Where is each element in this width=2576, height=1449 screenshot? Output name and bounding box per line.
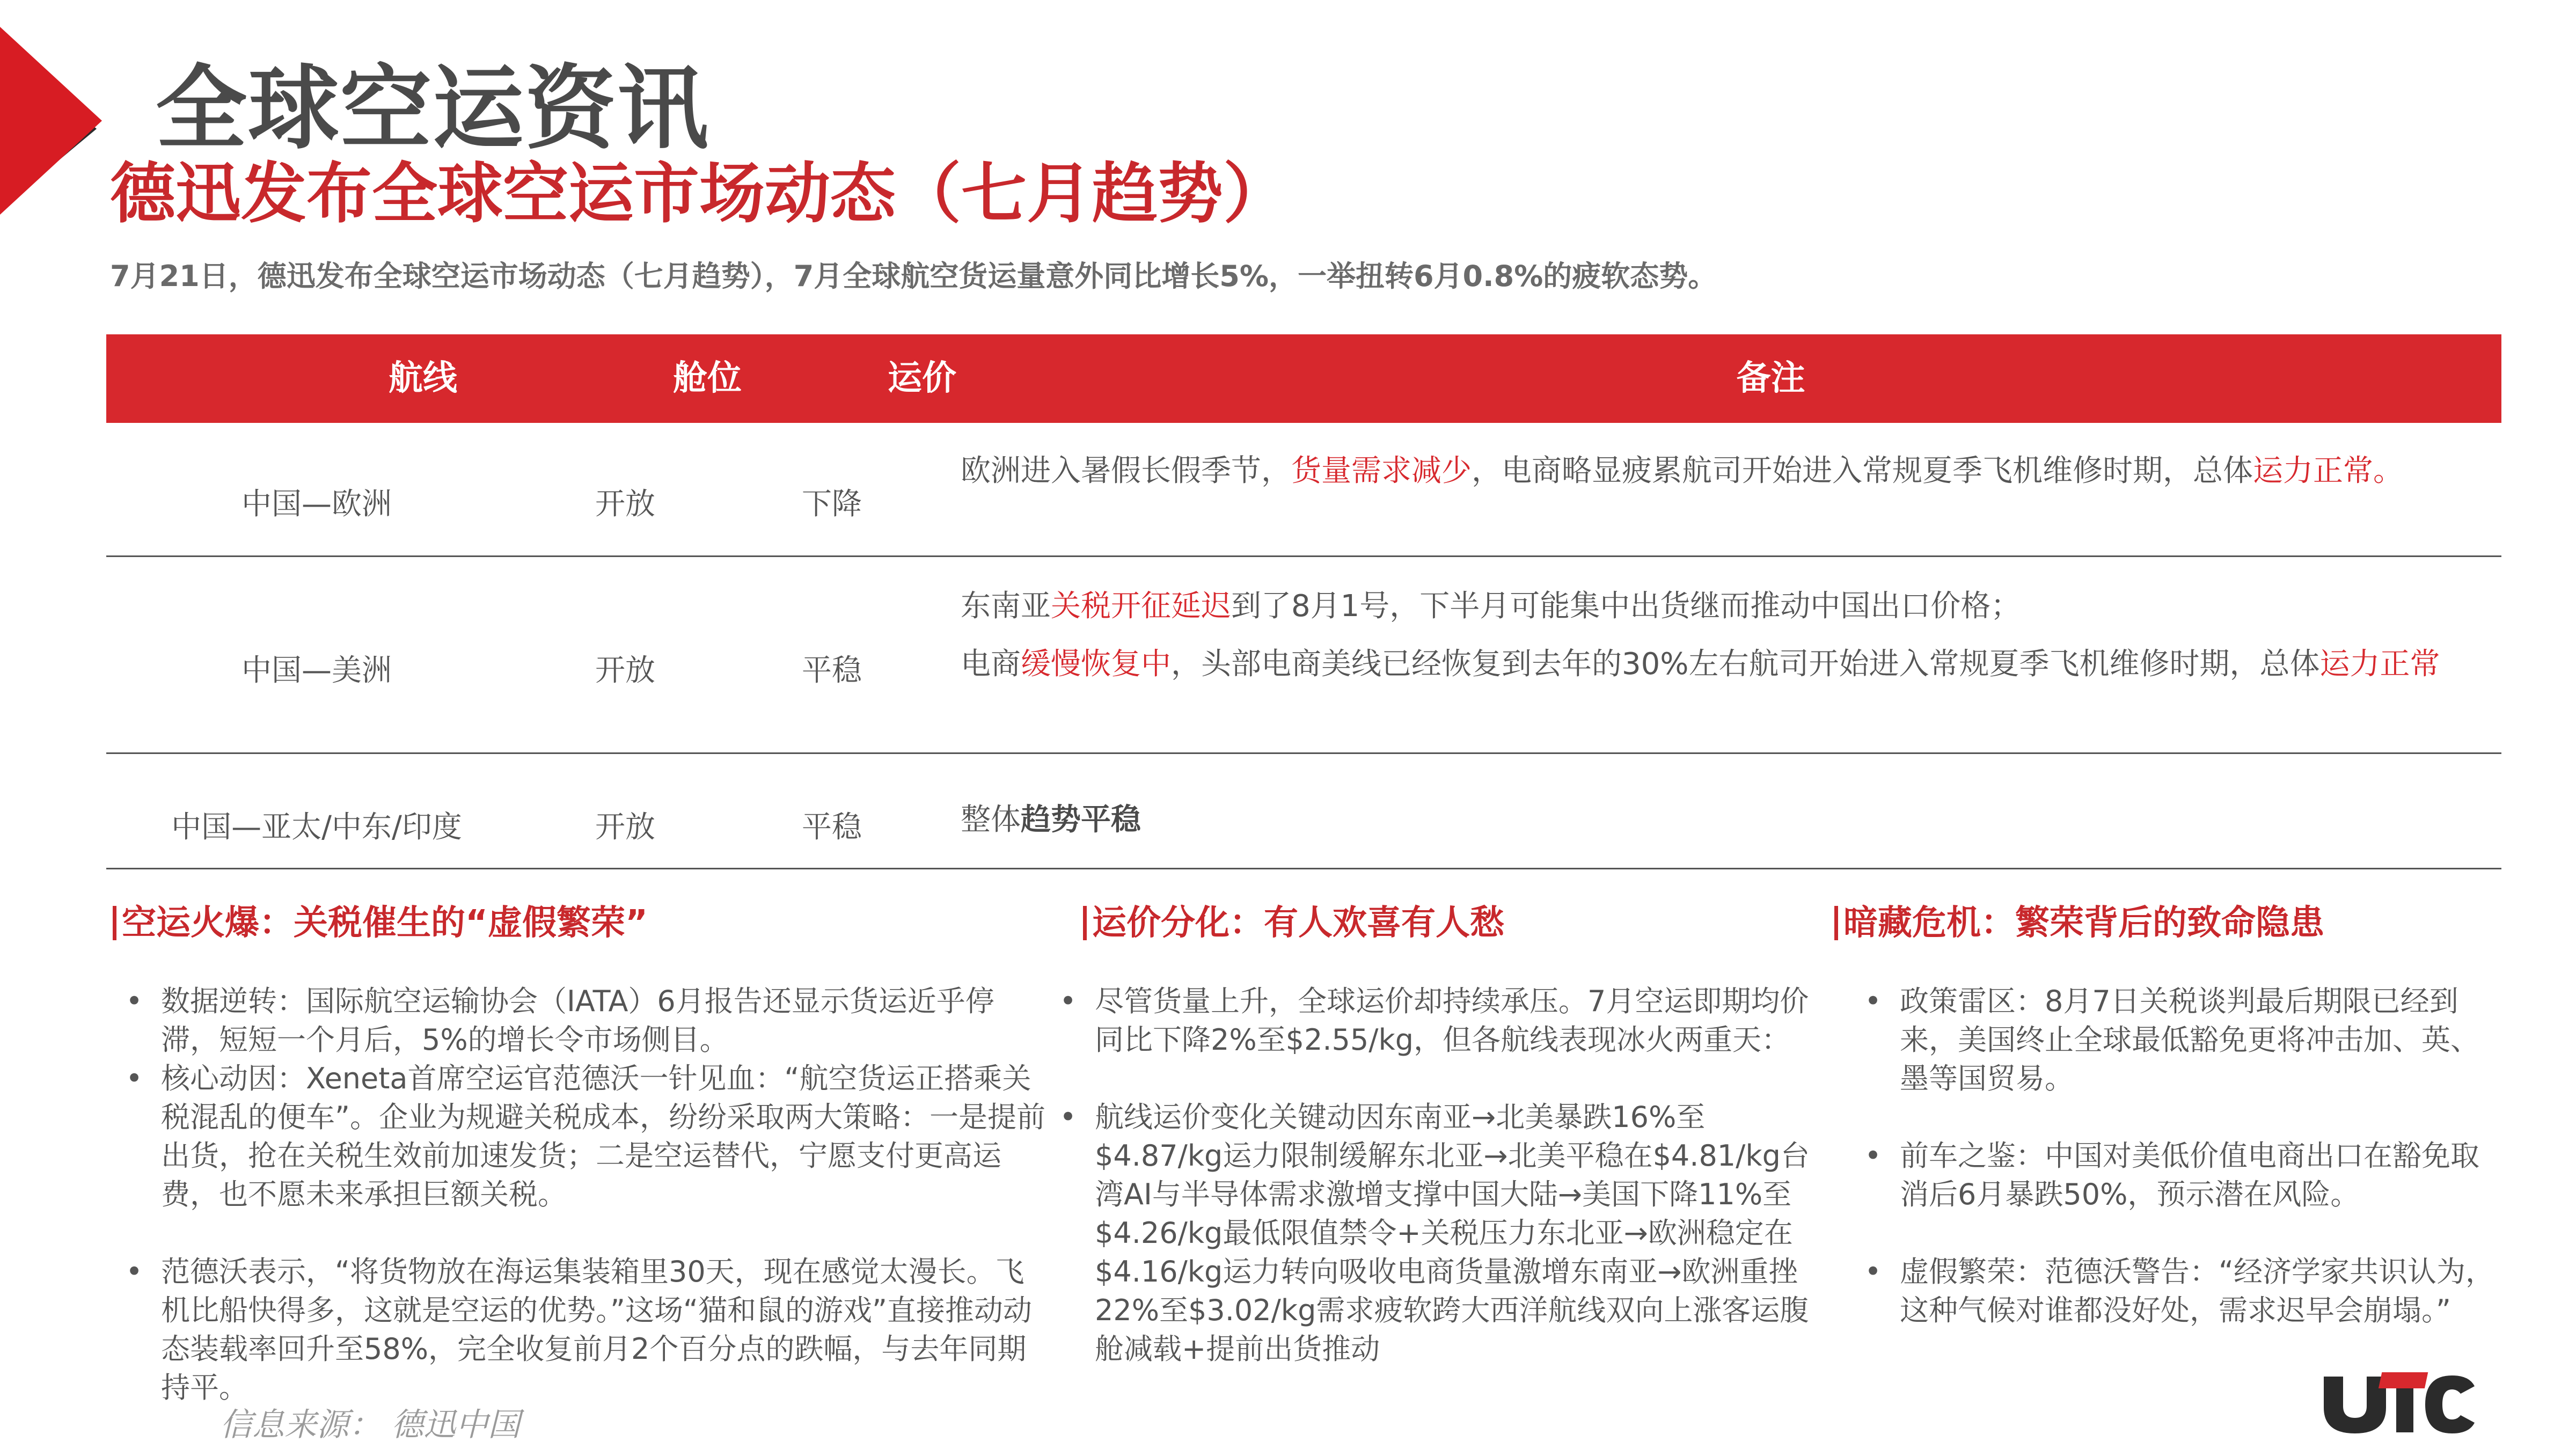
table-row-3-remark — [961, 791, 2474, 849]
table-header — [106, 334, 2501, 423]
table-row-1-space: 开放 — [595, 487, 655, 522]
remark-highlight: 运力正常 — [2319, 647, 2440, 682]
utc-logo — [2321, 1360, 2477, 1436]
corner-decoration-red — [0, 27, 102, 215]
remark-text: 东南亚 — [961, 589, 1051, 624]
list-item: • 尽管货量上升，全球运价却持续承压。7月空运即期均价同比下降2%至$2.55/kg，但各航线表现冰火两重天： — [1059, 984, 1809, 1057]
list-item: • 航线运价变化关键动因东南亚→北美暴跌16%至$4.87/kg运力限制缓解东北亚→北美平稳在$4.81/kg台湾AI与半导体需求激增支撑中国大陆→美国下降11%至$4.26/kg最低限值禁令+关税压力东北亚→欧洲稳定在$4.16/kg运力转向吸收电商货量激增东南亚→欧洲重挫22%至$3.02/kg需求疲软跨大西洋航线双向上涨客运腹舱减载+提前出货推动 — [1059, 1100, 1810, 1366]
list-item: • 政策雷区：8月7日关税谈判最后期限已经到来，美国终止全球最低豁免更将冲击加、英、墨等国贸易。 — [1864, 984, 2479, 1095]
remark-line — [961, 577, 2474, 635]
table-row-2-remark — [961, 577, 2474, 693]
list-item: • 虚假繁荣：范德沃警告：“经济学家共识认为，这种气候对谁都没好处，需求迟早会崩塌。” — [1864, 1255, 2494, 1327]
column-2-bullets — [1057, 982, 1830, 1368]
table-row-3-route: 中国—亚太/中东/印度 — [171, 810, 462, 845]
row-divider — [106, 555, 2501, 557]
header-route: 航线 — [389, 358, 457, 398]
table-row-3-space: 开放 — [595, 810, 655, 845]
remark-text: 到了8月1号，下半月可能集中出货继而推动中国出口价格； — [1231, 589, 2021, 624]
intro-text: 7月21日，德迅发布全球空运市场动态（七月趋势），7月全球航空货运量意外同比增长5%，一举扭转6月0.8%的疲软态势。 — [110, 259, 1717, 293]
source-note: 信息来源： 德迅中国 — [220, 1406, 521, 1444]
table-row-3-rate: 平稳 — [802, 810, 862, 845]
list-item: • 范德沃表示，“将货物放在海运集装箱里30天，现在感觉太漫长。飞机比船快得多，这就是空运的优势。”这场“猫和鼠的游戏”直接推动动态装载率回升至58%，完全收复前月2个百分点的跌幅，与去年同期持平。 — [126, 1255, 1032, 1404]
page-title: 全球空运资讯 — [156, 56, 710, 162]
remark-text: 欧洲进入暑假长假季节， — [961, 453, 1291, 488]
remark-highlight: 运力正常 — [2253, 453, 2373, 488]
column-1-title: 空运火爆：关税催生的“虚假繁荣” — [113, 906, 648, 940]
column-2-title: 运价分化：有人欢喜有人愁 — [1083, 906, 1504, 940]
table-row-1-rate: 下降 — [802, 487, 862, 522]
table-row-1-route: 中国—欧洲 — [241, 487, 392, 522]
header-remark: 备注 — [1736, 358, 1805, 398]
header-rate: 运价 — [888, 358, 956, 398]
remark-text: ，头部电商美线已经恢复到去年的30%左右航司开始进入常规夏季飞机维修时期，总体 — [1171, 647, 2320, 682]
remark-line — [961, 635, 2474, 693]
remark-text: 整体 — [961, 802, 1021, 837]
row-divider — [106, 868, 2501, 869]
remark-strong: 趋势平稳 — [1021, 802, 1141, 837]
column-3-bullets — [1862, 982, 2501, 1330]
column-3-title: 暗藏危机：繁荣背后的致命隐患 — [1834, 906, 2324, 940]
remark-highlight: 货量需求减少 — [1291, 453, 1472, 488]
table-row-1-remark — [961, 442, 2474, 500]
remark-text: ，电商略显疲累航司开始进入常规夏季飞机维修时期，总体 — [1472, 453, 2253, 488]
list-item: • 数据逆转：国际航空运输协会（IATA）6月报告还显示货运近乎停滞，短短一个月后，5%的增长令市场侧目。 — [126, 984, 994, 1057]
header-space: 舱位 — [673, 358, 742, 398]
headline: 德迅发布全球空运市场动态（七月趋势） — [110, 156, 1289, 232]
list-item: • 核心动因：Xeneta首席空运官范德沃一针见血：“航空货运正搭乘关税混乱的便车”。企业为规避关税成本，纷纷采取两大策略：一是提前出货，抢在关税生效前加速发货；二是空运替代，宁愿支付更高运费，也不愿未来承担巨额关税。 — [126, 1062, 1045, 1211]
row-divider — [106, 752, 2501, 754]
remark-highlight: 缓慢恢复中 — [1021, 647, 1171, 682]
table-row-2-rate: 平稳 — [802, 653, 862, 688]
remark-text: 电商 — [961, 647, 1021, 682]
list-item: • 前车之鉴：中国对美低价值电商出口在豁免取消后6月暴跌50%，预示潜在风险。 — [1864, 1139, 2479, 1211]
remark-text: 。 — [2373, 453, 2403, 488]
column-1-bullets — [123, 982, 1046, 1407]
table-row-2-space: 开放 — [595, 653, 655, 688]
table-row-2-route: 中国—美洲 — [241, 653, 392, 688]
remark-highlight: 关税开征延迟 — [1051, 589, 1231, 624]
